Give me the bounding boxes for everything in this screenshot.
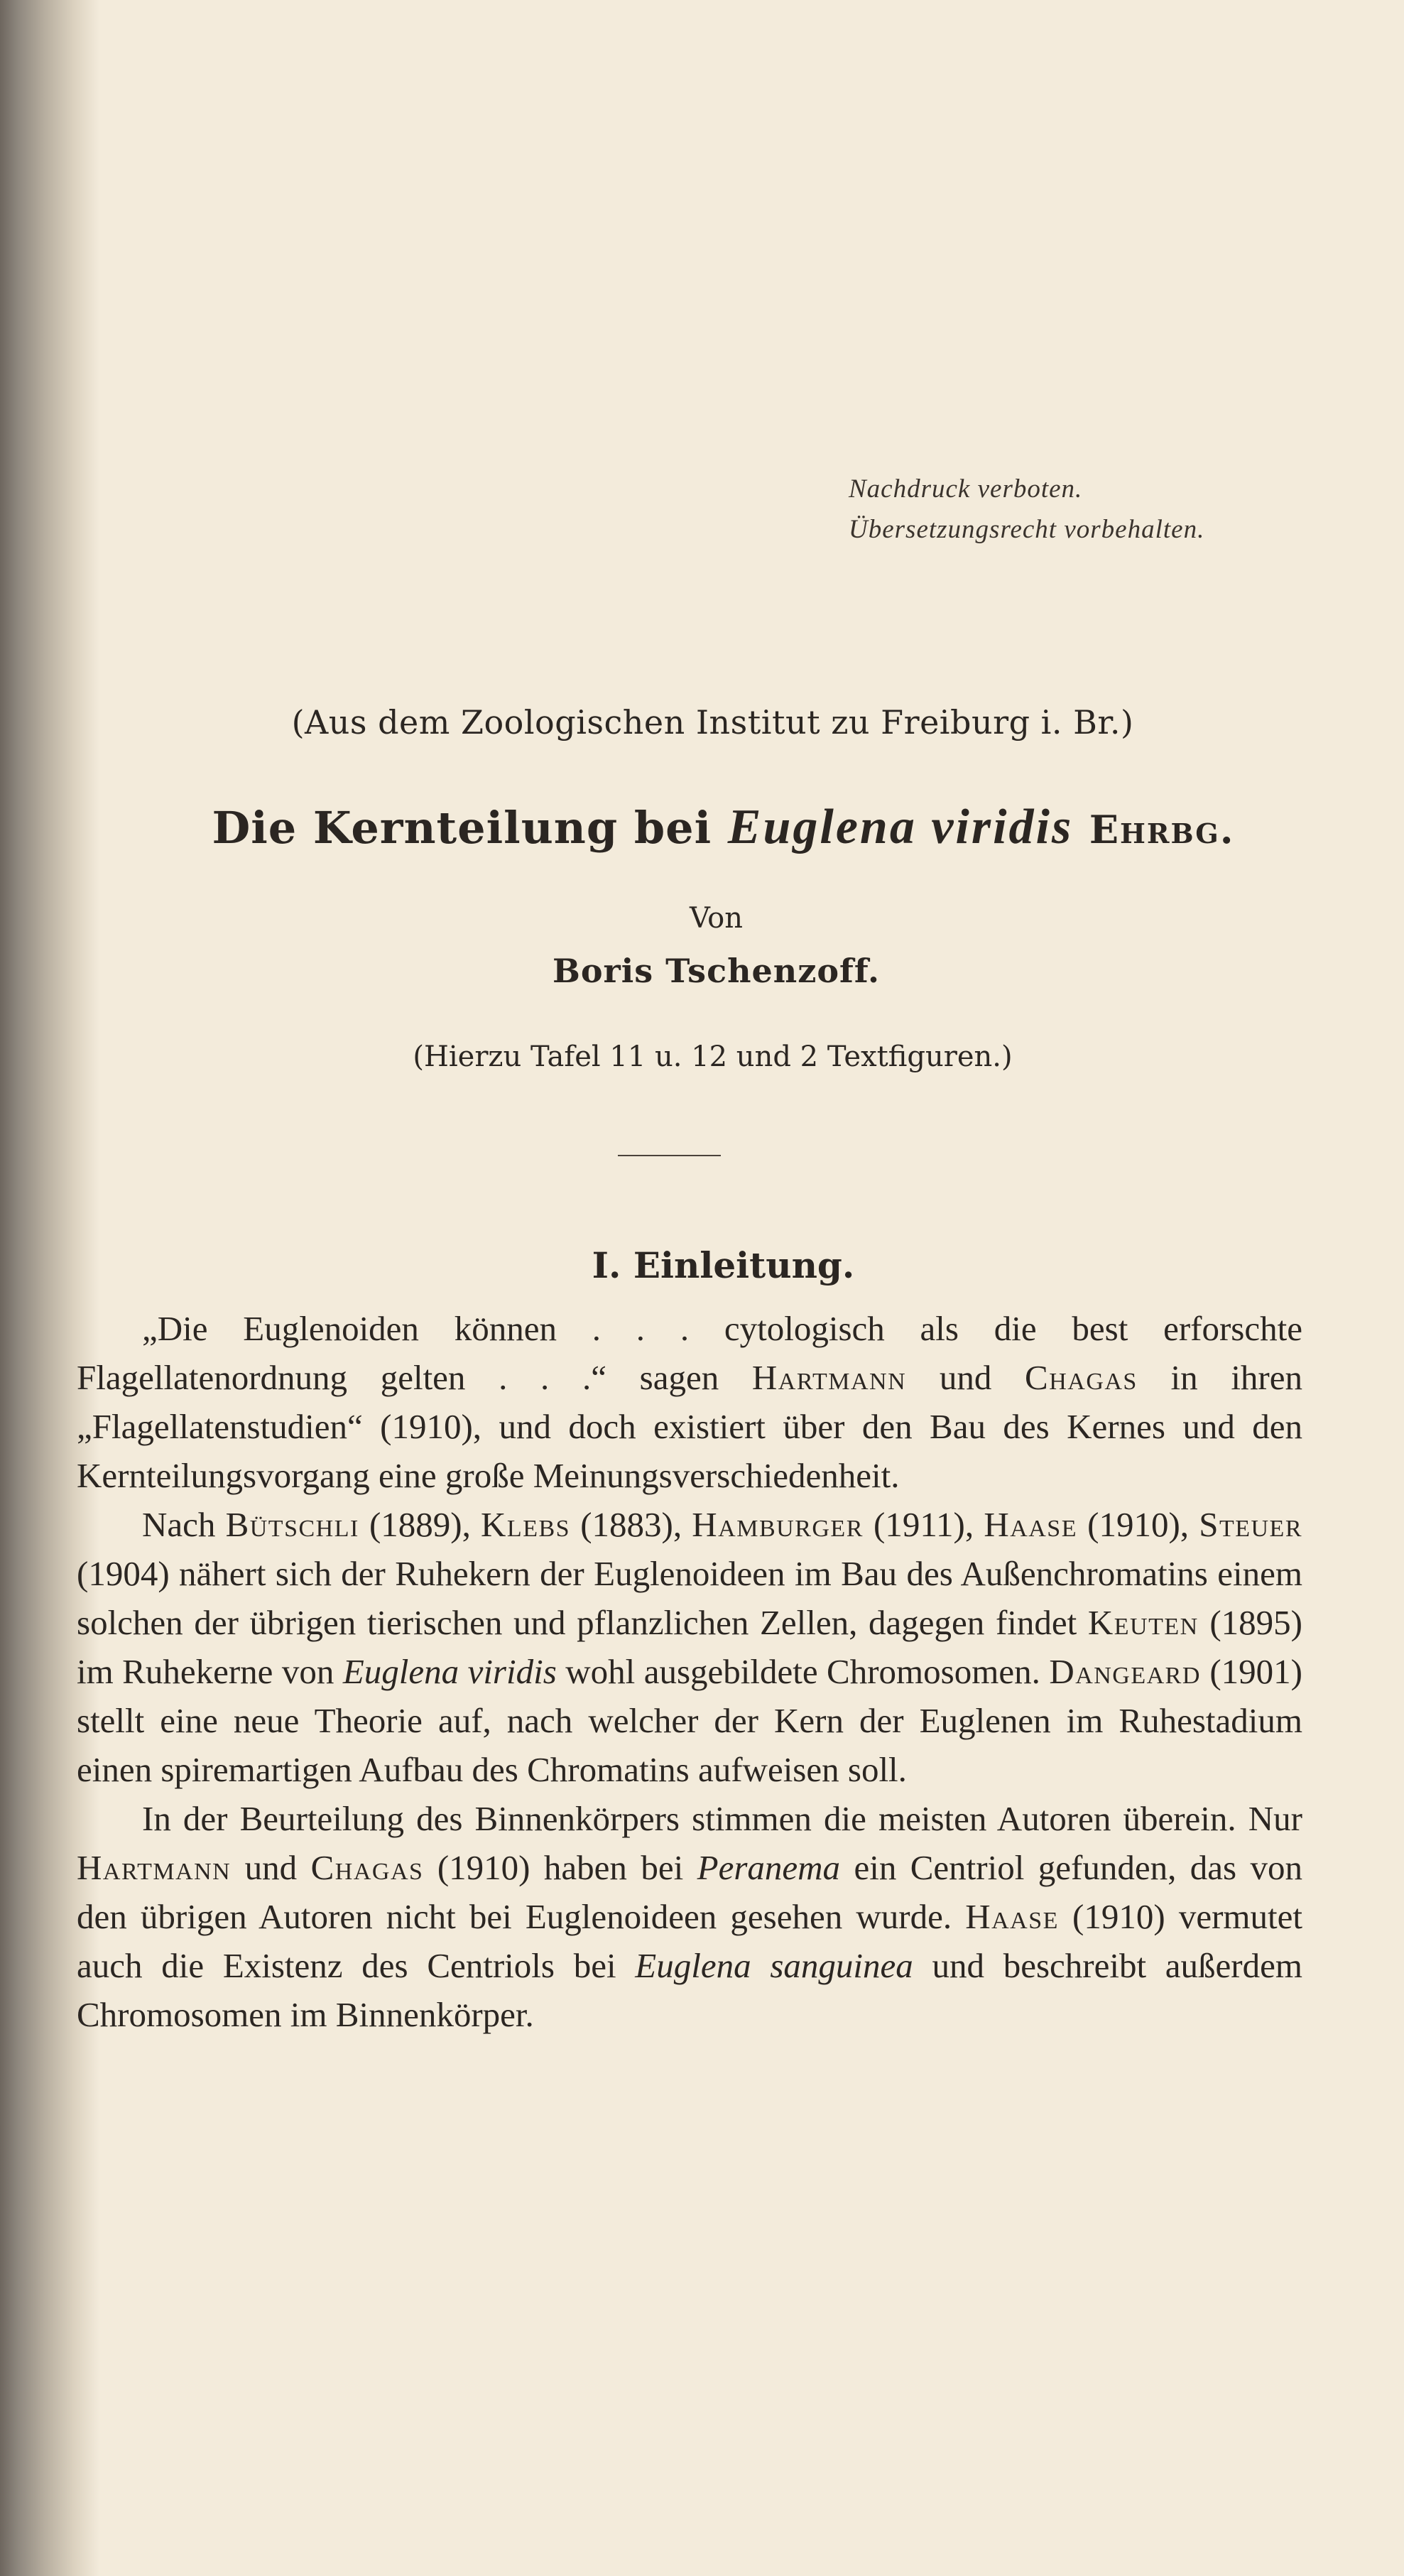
article-title [0, 799, 1404, 856]
author-name: Boris Tschenzoff. [552, 952, 880, 990]
p2-author-haase: Haase [984, 1505, 1077, 1544]
p2-author-hamburger: Hamburger [692, 1505, 864, 1544]
p2-text-d: (1911), [863, 1505, 984, 1544]
p1-author-chagas: Chagas [1025, 1358, 1138, 1397]
p3-genus-peranema: Peranema [697, 1848, 841, 1887]
body-text [77, 1304, 1302, 2039]
p2-text-i: (1901) stellt eine neue Theorie auf, nach welcher der Kern der Euglenen im Ruhestadium einen spiremartigen Aufbau des Chromatins aufweisen soll. [77, 1652, 1303, 1789]
translation-notice: Übersetzungsrecht vorbehalten. [849, 515, 1205, 544]
p1-author-hartmann: Hartmann [751, 1358, 907, 1397]
copyright-notice [849, 469, 1204, 550]
p2-species-euglena-viridis: Euglena viridis [342, 1652, 557, 1691]
p2-text-a: Nach [142, 1505, 226, 1544]
p3-text-b: und [231, 1848, 311, 1887]
paragraph-3 [77, 1794, 1302, 2039]
p3-text-d: ein Centriol gefunden, das von den übrigen Autoren nicht bei Euglenoideen gesehen wurde. [77, 1848, 1303, 1936]
p2-author-keuten: Keuten [1087, 1603, 1199, 1642]
p3-text-f: und beschreibt außerdem Chromosomen im Binnenkörper. [77, 1946, 1302, 2034]
p2-text-f: (1904) nähert sich der Ruhekern der Euglenoideen im Bau des Außenchromatins einem solchen der übrigen tierischen und pflanzlichen Zellen, dagegen findet [77, 1554, 1302, 1642]
title-species: Euglena viridis [727, 800, 1074, 854]
title-prefix: Die Kernteilung bei [212, 802, 728, 854]
p2-author-steuer: Steuer [1199, 1505, 1303, 1544]
byline-von: Von [689, 902, 744, 935]
p2-text-b: (1889), [359, 1505, 481, 1544]
p2-author-dangeard: Dangeard [1049, 1652, 1201, 1691]
book-spine-shadow [0, 0, 99, 2576]
p3-text-e: (1910) vermutet auch die Existenz des Centriols bei [77, 1897, 1302, 1985]
p3-species-euglena-sanguinea: Euglena sanguinea [635, 1946, 913, 1985]
title-author-abbr: Ehrbg. [1089, 807, 1235, 852]
paragraph-1 [77, 1304, 1302, 1500]
p2-author-buetschli: Bütschli [225, 1505, 359, 1544]
p3-author-hartmann: Hartmann [77, 1848, 232, 1887]
p2-author-klebs: Klebs [481, 1505, 571, 1544]
p1-text-b: und [906, 1358, 1025, 1397]
p3-text-c: (1910) haben bei [423, 1848, 697, 1887]
institute-line: (Aus dem Zoologischen Institut zu Freiburg i. Br.) [291, 703, 1134, 741]
p3-text-a: In der Beurteilung des Binnenkörpers stimmen die meisten Autoren überein. Nur [142, 1799, 1302, 1838]
separator-rule [618, 1155, 721, 1156]
section-heading: I. Einleitung. [592, 1244, 855, 1286]
p3-author-chagas: Chagas [310, 1848, 424, 1887]
p1-text-a: „Die Euglenoiden können . . . cytologisch als die best erforschte Flagellatenordnung gelten . . .“ sagen [77, 1309, 1302, 1397]
p1-text-c: in ihren „Flagellatenstudien“ (1910), und doch existiert über den Bau des Kernes und den Kernteilungsvorgang eine große Meinungsverschiedenheit. [77, 1358, 1303, 1495]
p2-text-h: wohl ausgebildete Chromosomen. [556, 1652, 1050, 1691]
p2-text-g: (1895) im Ruhekerne von [77, 1603, 1302, 1691]
paragraph-2 [77, 1500, 1302, 1794]
reprint-notice: Nachdruck verboten. [849, 474, 1083, 504]
p2-text-c: (1883), [570, 1505, 692, 1544]
plates-note: (Hierzu Tafel 11 u. 12 und 2 Textfiguren.) [413, 1040, 1013, 1073]
p3-author-haase: Haase [965, 1897, 1059, 1936]
p2-text-e: (1910), [1077, 1505, 1199, 1544]
